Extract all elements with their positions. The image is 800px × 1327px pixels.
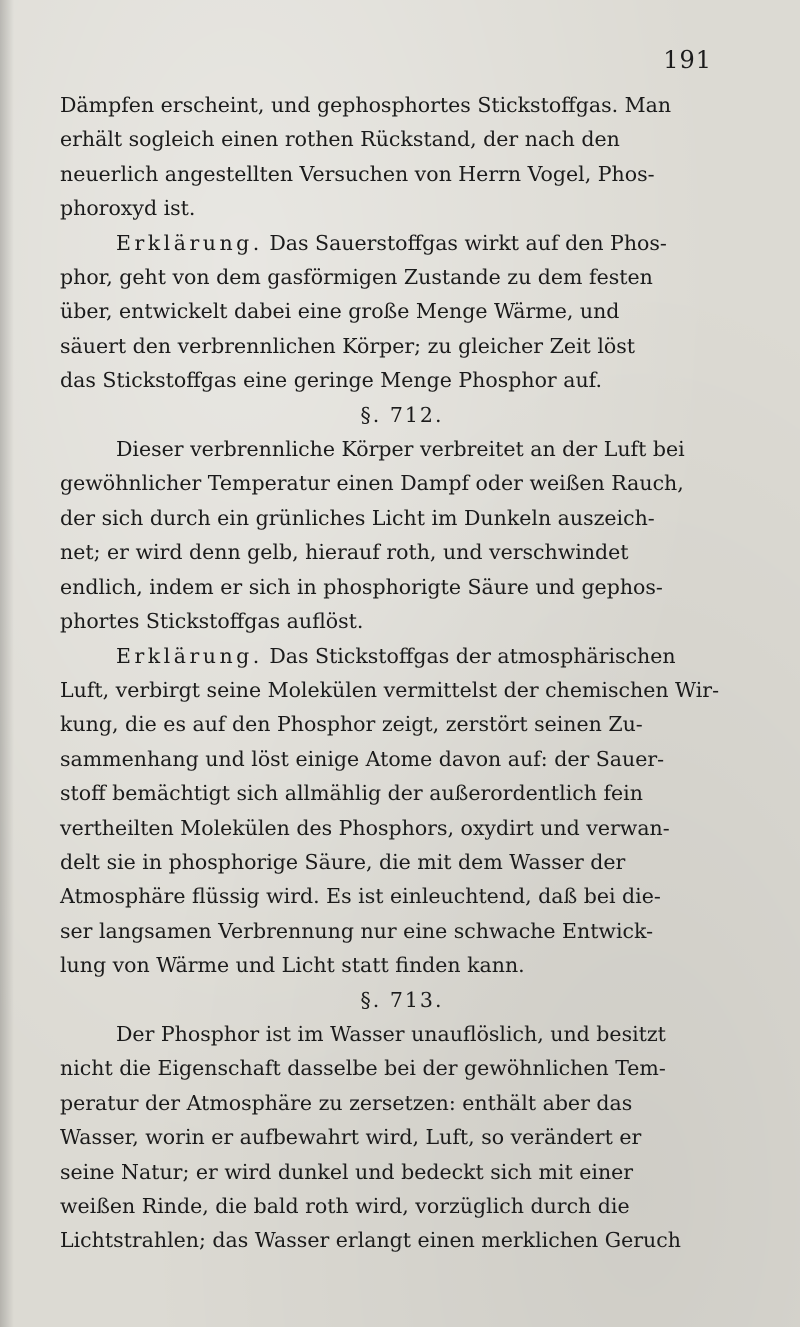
text-line: gewöhnlicher Temperatur einen Dampf oder weißen Rauch, (60, 471, 684, 496)
text-line: der sich durch ein grünliches Licht im Dunkeln auszeich- (60, 505, 655, 530)
text-line: über, entwickelt dabei eine große Menge Wärme, und (60, 299, 620, 324)
text-line: das Stickstoffgas eine geringe Menge Phosphor auf. (60, 368, 603, 393)
text-line: Erklärung. Das Stickstoffgas der atmosphärischen (116, 643, 676, 668)
text-line: Atmosphäre flüssig wird. Es ist einleuchtend, daß bei die- (60, 884, 661, 909)
text-line: säuert den verbrennlichen Körper; zu gleicher Zeit löst (60, 333, 635, 358)
emphasis-word: Erklärung. (116, 643, 263, 668)
text-line: erhält sogleich einen rothen Rückstand, der nach den (60, 127, 620, 152)
text-line: kung, die es auf den Phosphor zeigt, zerstört seinen Zu- (60, 712, 643, 737)
text-line: neuerlich angestellten Versuchen von Herrn Vogel, Phos- (60, 161, 655, 186)
text-line: peratur der Atmosphäre zu zersetzen: enthält aber das (60, 1090, 633, 1115)
text-line: stoff bemächtigt sich allmählig der außerordentlich fein (60, 781, 643, 806)
text-line: sammenhang und löst einige Atome davon auf: der Sauer- (60, 746, 665, 771)
text-line: ser langsamen Verbrennung nur eine schwache Entwick- (60, 918, 654, 943)
emphasis-word: Erklärung. (116, 230, 263, 255)
text-line: net; er wird denn gelb, hierauf roth, und verschwindet (60, 540, 629, 565)
page-number: 191 (663, 46, 712, 74)
text-line: Erklärung. Das Sauerstoffgas wirkt auf den Phos- (116, 230, 667, 255)
page-edge-shadow (0, 0, 14, 1327)
page-body (60, 88, 744, 1258)
text-line: seine Natur; er wird dunkel und bedeckt sich mit einer (60, 1159, 634, 1184)
text-line: Lichtstrahlen; das Wasser erlangt einen merklichen Geruch (60, 1228, 681, 1253)
text-line: phor, geht von dem gasförmigen Zustande zu dem festen (60, 265, 653, 290)
text-line: lung von Wärme und Licht statt finden kann. (60, 953, 525, 978)
text-line: nicht die Eigenschaft dasselbe bei der gewöhnlichen Tem- (60, 1056, 666, 1081)
text-line: vertheilten Molekülen des Phosphors, oxydirt und verwan- (60, 815, 670, 840)
text-line: delt sie in phosphorige Säure, die mit dem Wasser der (60, 849, 626, 874)
text-line: phortes Stickstoffgas auflöst. (60, 609, 364, 634)
text-line: Luft, verbirgt seine Molekülen vermittelst der chemischen Wir- (60, 677, 720, 702)
section-heading: §. 712. (360, 402, 444, 427)
text-line: Der Phosphor ist im Wasser unauflöslich, und besitzt (116, 1021, 666, 1046)
text-line: weißen Rinde, die bald roth wird, vorzüglich durch die (60, 1194, 630, 1218)
text-line: Wasser, worin er aufbewahrt wird, Luft, so verändert er (60, 1125, 642, 1150)
text-line: Dämpfen erscheint, und gephosphortes Stickstoffgas. Man (60, 93, 672, 117)
text-line: endlich, indem er sich in phosphorigte Säure und gephos- (60, 574, 663, 599)
section-heading: §. 713. (360, 987, 444, 1012)
text-line: phoroxyd ist. (60, 196, 196, 221)
text-line: Dieser verbrennliche Körper verbreitet an der Luft bei (116, 437, 685, 462)
